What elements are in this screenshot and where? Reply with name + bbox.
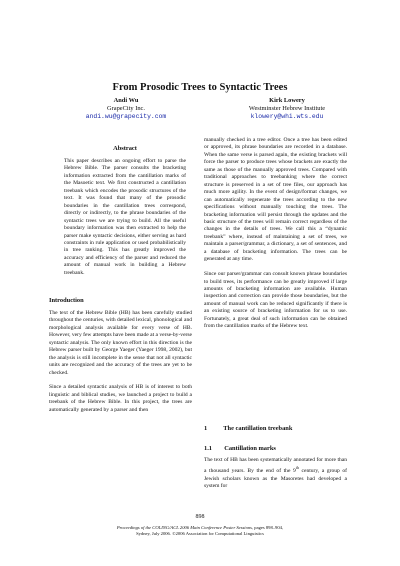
section-title: The cantillation treebank <box>223 425 293 432</box>
text-run: The text of HB has been systematically annotated for more than a thousand years. By the end of the 9 <box>204 457 347 475</box>
footer-line: Sydney, July 2006. ©2006 Association for Computational Linguistics <box>136 531 264 536</box>
intro-paragraph: Since a detailed syntactic analysis of HB is of interest to both linguistic and biblical studies, we launched a project to build a treebank of the Hebrew Bible. In this project, the trees are automatically generated by a parser and then <box>49 384 192 413</box>
author-affiliation: Westminster Hebrew Institute <box>248 105 326 112</box>
section-1-1-heading <box>204 445 347 453</box>
author-name: Andi Wu <box>113 97 139 104</box>
section-number: 1.1 <box>204 445 212 452</box>
footer-citation <box>0 525 400 537</box>
introduction-heading: Introduction <box>49 297 84 304</box>
page-number: 898 <box>195 514 205 520</box>
introduction-body <box>49 310 192 414</box>
author-email[interactable]: andi.wu@grapecity.com <box>85 113 167 120</box>
intro-paragraph: The text of the Hebrew Bible (HB) has been carefully studied throughout the centuries, with detailed lexical, phonological and morphological analysis available for every verse of HB. However, very few attempts have been made at a verse-by-verse syntactic analysis. The only known effort in this direction is the Hebrew parser built by George Yaeger (Yaeger 1998, 2002), but the analysis is still incomplete in the sense that not all syntactic units are recognized and the accuracy of the trees are yet to be checked. <box>49 310 193 376</box>
paper-title: From Prosodic Trees to Syntactic Trees <box>112 82 288 93</box>
abstract-text: This paper describes an ongoing effort to parse the Hebrew Bible. The parser consults the bracketing information extracted from the cantillation marks of the Masoetic text. We first constructed a cantillation treebank which encodes the prosodic structures of the text. It was found that many of the prosodic boundaries in the cantillation trees correspond, directly or indirectly, to the phrase boundaries of the syntactic trees we are trying to build. All the useful boundary information was then extracted to help the parser make syntactic decisions, either serving as hard constraints in rule application or used probabilistically in tree ranking. This has greatly improved the accuracy and efficiency of the parser and reduced the amount of manual work in building a Hebrew treebank. <box>64 158 186 276</box>
section-1-heading <box>204 425 347 433</box>
author-block-1 <box>78 97 174 121</box>
body-paragraph: Since our parser/grammar can consult known phrase boundaries to build trees, its performance can be greatly improved if large amounts of bracketing information are available. Human inspection and correction can provide those boundaries, but the amount of manual work can be reduced significantly if there is an existing source of bracketing information for us to use. Fortunately, a great deal of such information can be obtained from the cantillation marks of the Hebrew text. <box>204 271 347 330</box>
pages-range: , pages 898–904, <box>251 525 284 530</box>
section-1-1-body <box>204 457 347 491</box>
author-affiliation: GrapeCity Inc. <box>107 105 145 112</box>
author-name: Kirk Lowery <box>269 97 305 104</box>
text-run: century, a group of Jewish scholars known as the Masoretes had developed a system for <box>204 468 347 490</box>
author-block-2 <box>234 97 340 121</box>
abstract-heading: Abstract <box>113 145 137 152</box>
abstract-body <box>64 158 186 277</box>
section-number: 1 <box>204 425 208 432</box>
body-paragraph <box>204 457 347 491</box>
author-email[interactable]: klowery@whi.wts.edu <box>250 113 324 120</box>
section-title: Cantillation marks <box>224 445 276 452</box>
body-paragraph: manually checked in a tree editor. Once a tree has been edited or approved, its phrase boundaries are recorded in a database. When the same verse is parsed again, the existing brackets will force the parser to produce trees whose brackets are exactly the same as those of the manually approved trees. Compared with traditional approaches to treebanking where the correct structure is preserved in a set of tree files, our approach has much more agility. In the event of design/format changes, we can automatically regenerate the trees according to the new specifications without manually touching the trees. The bracketing information will persist through the updates and the basic structure of the trees will remain correct regardless of the changes in the details of trees. We call this a “dynamic treebank” where, instead of maintaining a set of trees, we maintain a parser/grammar, a dictionary, a set of sentences, and a database of bracketing information. The trees can be generated at any time. <box>204 137 347 263</box>
superscript: th <box>295 465 299 471</box>
proceedings-name: Proceedings of the COLING/ACL 2006 Main Conference Poster Sessions <box>116 525 252 530</box>
right-column-body <box>204 137 347 331</box>
